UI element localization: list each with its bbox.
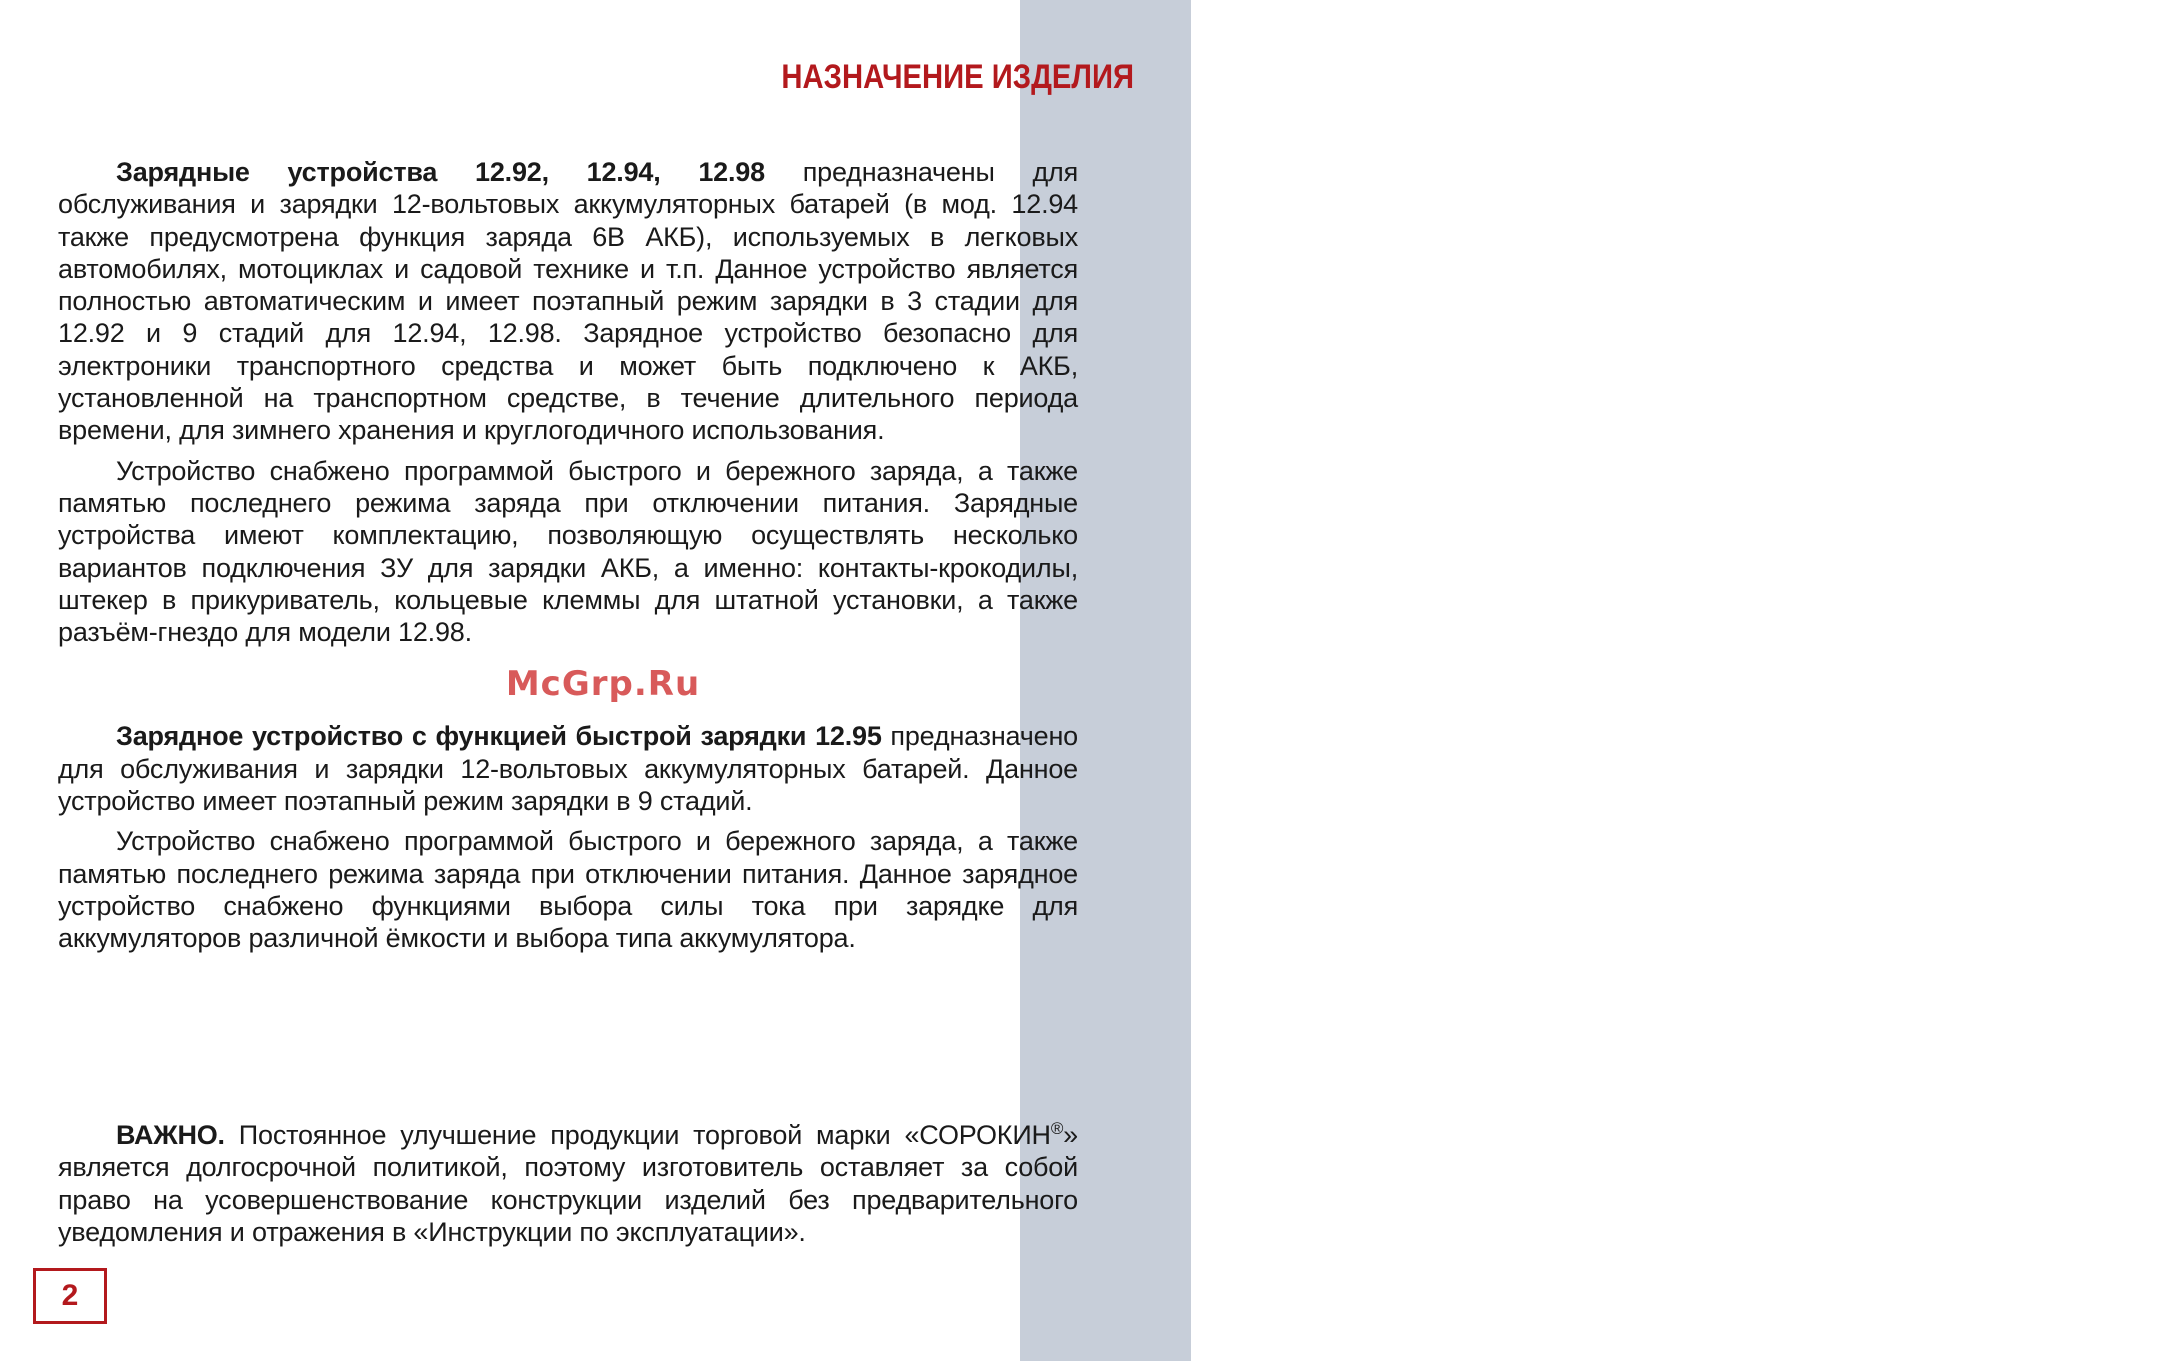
brand-name-row [2062,401,2162,979]
paragraph-chargers-features [58,455,1078,649]
important-label: ВАЖНО. [116,1120,225,1150]
brand-registered-mark: ® [2067,401,2092,432]
important-text-after: » является долгосрочной политикой, поэтому изготовитель оставляет за собой право на усовершенствование конструкции изделий без предварительного уведомления и отражения в «Инструкции по эксплуатации». [58,1120,1078,1247]
brand-name: СОРОКИН [2062,435,2162,979]
paragraph-text: Устройство снабжено программой быстрого и бережного заряда, а также памятью последнего режима заряда при отключении питания. Зарядные устройства имеют комплектацию, позволяющую осуществлять несколько вариантов подключения ЗУ для зарядки АКБ, а именно: контакты-крокодилы, штекер в прикуриватель, кольцевые клеммы для штатной установки, а также разъём-гнездо для модели 12.98. [58,455,1078,648]
paragraph-text: предназначены для обслуживания и зарядки 12-вольтовых аккумуляторных батарей (в мод. 12.94 также предусмотрена функция заряда 6В АКБ), используемых в легковых автомобилях, мотоциклах и садовой технике и т.п. Данное устройство является полностью автоматическим и имеет поэтапный режим зарядки в 3 стадии для 12.92 и 9 стадий для 12.94, 12.98. Зарядное устройство безопасно для электроники транспортного средства и может быть подключено к АКБ, установленной на транспортном средстве, в течение длительного периода времени, для зимнего хранения и круглогодичного использования. [58,157,1078,446]
main-content [58,156,1078,955]
paragraph-text: Устройство снабжено программой быстрого и бережного заряда, а также памятью последнего режима заряда при отключении питания. Данное зарядное устройство снабжено функциями выбора силы тока при зарядке для аккумуляторов различной ёмкости и выбора типа аккумулятора. [58,826,1078,954]
watermark [58,648,1078,720]
paragraph-text: предназначено для обслуживания и зарядки 12-вольтовых аккумуляторных батарей. Данное устройство имеет поэтапный режим зарядки в 9 стадий. [58,721,1078,817]
watermark-text: McGrp.Ru [505,664,701,705]
section-title: НАЗНАЧЕНИЕ ИЗДЕЛИЯ [781,58,1134,96]
important-paragraph [58,1113,1078,1248]
page-number-box [33,1268,107,1324]
page-number: 2 [61,1279,79,1312]
important-notice [58,1113,1078,1248]
brand-logo-vertical [2062,401,2182,979]
paragraph-charger-1295 [58,720,1078,817]
paragraph-chargers-1292-1294-1298 [58,156,1078,447]
paragraph-bold-lead: Зарядное устройство с функцией быстрой зарядки 12.95 [116,721,882,752]
paragraph-bold-lead: Зарядные устройства 12.92, 12.94, 12.98 [116,157,765,187]
important-text-before: Постоянное улучшение продукции торговой марки «СОРОКИН [224,1120,1051,1150]
paragraph-charger-1295-features [58,825,1078,954]
registered-mark: ® [1050,1119,1064,1138]
brand-tagline: ИНСТРУМЕНТ С ИМЕНЕМ [2157,620,2182,973]
